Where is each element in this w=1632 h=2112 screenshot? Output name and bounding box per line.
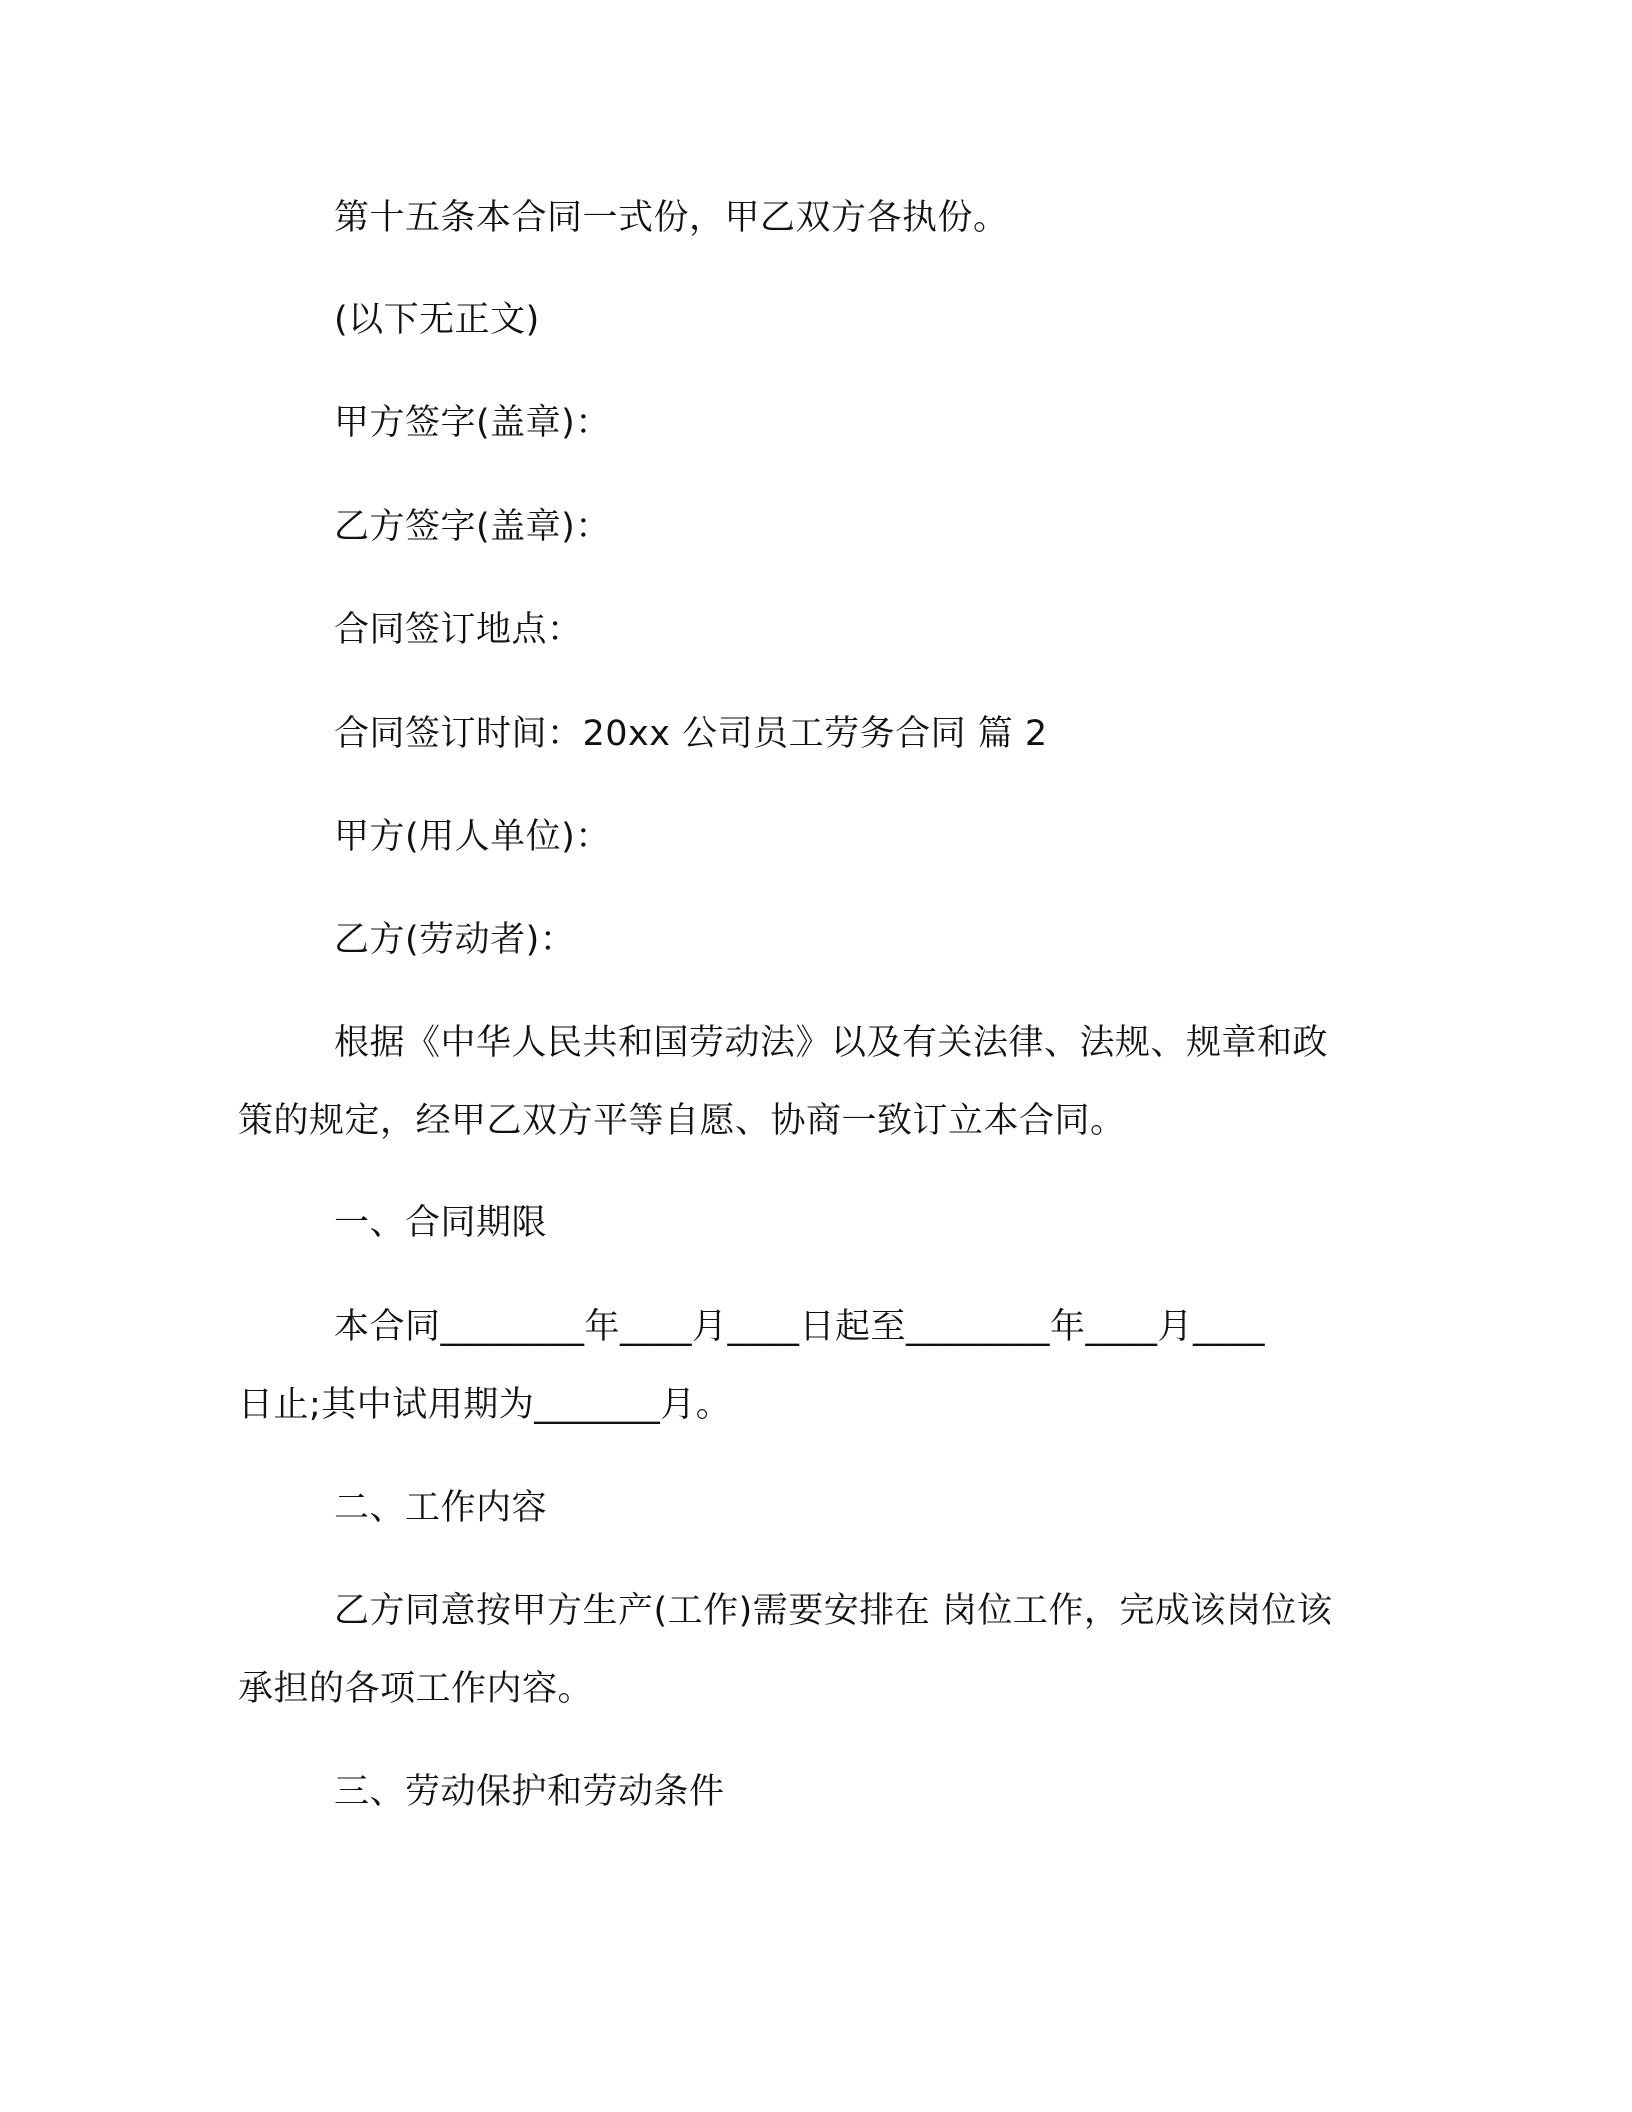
no-text-below-note: (以下无正文) <box>334 300 540 340</box>
party-a-signature: 甲方签字(盖章)： <box>334 403 611 443</box>
contract-term-line-1: 本合同________年____月____日起至________年____月____ <box>334 1307 1266 1347</box>
party-a-employer: 甲方(用人单位)： <box>334 817 611 857</box>
preamble-line-1: 根据《中华人民共和国劳动法》以及有关法律、法规、规章和政 <box>334 1023 1329 1063</box>
work-content-line-2: 承担的各项工作内容。 <box>238 1669 594 1709</box>
section-1-heading: 一、合同期限 <box>334 1203 548 1243</box>
clause-15-copies: 第十五条本合同一式份，甲乙双方各执份。 <box>334 198 1009 238</box>
preamble-line-2: 策的规定，经甲乙双方平等自愿、协商一致订立本合同。 <box>238 1101 1126 1141</box>
party-b-signature: 乙方签字(盖章)： <box>334 507 611 547</box>
section-2-heading: 二、工作内容 <box>334 1488 548 1528</box>
contract-term-line-2: 日止;其中试用期为_______月。 <box>238 1385 732 1425</box>
party-b-worker: 乙方(劳动者)： <box>334 920 576 960</box>
work-content-line-1: 乙方同意按甲方生产(工作)需要安排在 岗位工作，完成该岗位该 <box>334 1591 1333 1631</box>
signing-place: 合同签订地点： <box>334 610 583 650</box>
section-3-heading: 三、劳动保护和劳动条件 <box>334 1772 725 1812</box>
signing-time-heading: 合同签订时间：20xx 公司员工劳务合同 篇 2 <box>334 714 1048 754</box>
